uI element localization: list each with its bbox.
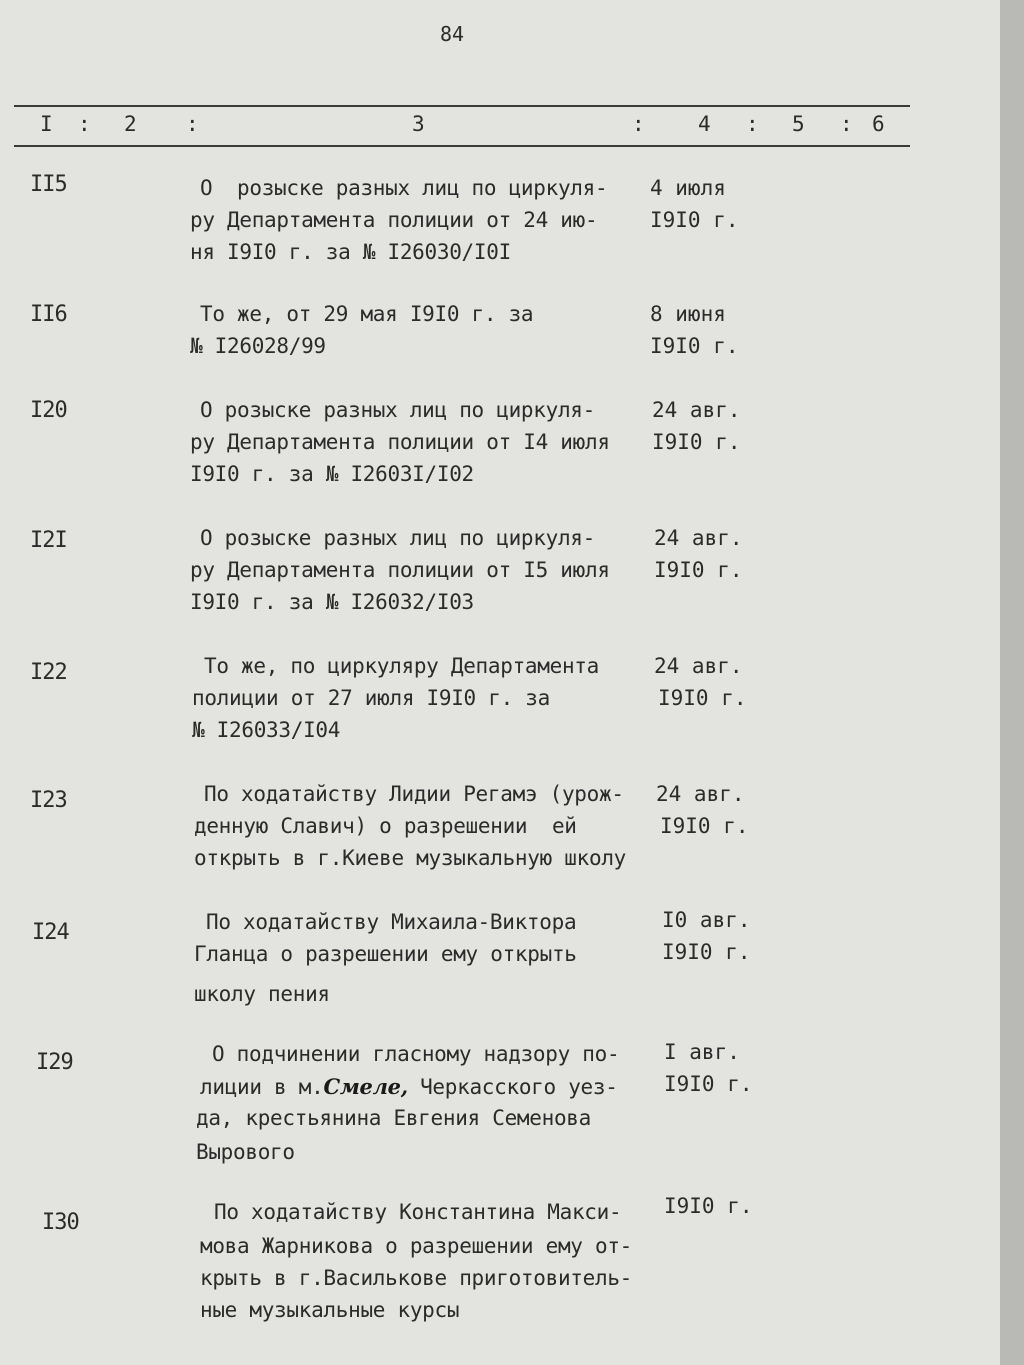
entry-number: II5 <box>30 172 67 197</box>
entry-date: I9I0 г. <box>652 430 741 454</box>
entry-text-line: Вырового <box>196 1140 295 1164</box>
entry-date: I9I0 г. <box>650 334 739 358</box>
entry-number: I2I <box>30 528 67 553</box>
entry-text-line: По ходатайству Лидии Регамэ (урож- <box>204 782 624 806</box>
entry-date: 8 июня <box>650 302 726 326</box>
entry-text-line: крыть в г.Василькове приготовитель- <box>200 1266 633 1290</box>
entry-number: I29 <box>36 1050 73 1075</box>
entry-text-line: I9I0 г. за № I26032/I03 <box>190 590 474 614</box>
column-header-6: 6 <box>872 112 885 136</box>
entry-text-line: Гланца о разрешении ему открыть <box>194 942 577 966</box>
entry-text-line: ру Департамента полиции от I4 июля <box>190 430 610 454</box>
entry-text-line: О розыске разных лиц по циркуля- <box>200 398 595 422</box>
entry-date: I9I0 г. <box>658 686 747 710</box>
entry-text-line: мова Жарникова о разрешении ему от- <box>200 1234 633 1258</box>
entry-date: 24 авг. <box>654 526 743 550</box>
column-header-1: I <box>40 112 53 136</box>
entry-text-fragment: Черкасского уез- <box>407 1075 618 1099</box>
column-header-4: 4 <box>698 112 711 136</box>
entry-text-line: I9I0 г. за № I2603I/I02 <box>190 462 474 486</box>
entry-date: I9I0 г. <box>664 1194 753 1218</box>
entry-text-line: О розыске разных лиц по циркуля- <box>200 526 595 550</box>
entry-number: II6 <box>30 302 67 327</box>
entry-text-line: № I26028/99 <box>190 334 326 358</box>
handwritten-insertion: Смеле, <box>323 1074 408 1099</box>
entry-number: I20 <box>30 398 67 423</box>
entry-text-line: открыть в г.Киеве музыкальную школу <box>194 846 627 870</box>
entry-date: I9I0 г. <box>654 558 743 582</box>
entry-number: I30 <box>42 1210 79 1235</box>
entry-date: I авг. <box>664 1040 740 1064</box>
entry-text-line: По ходатайству Михаила-Виктора <box>206 910 577 934</box>
entry-date: 24 авг. <box>652 398 741 422</box>
entry-text-line: ня I9I0 г. за № I26030/I0I <box>190 240 511 264</box>
column-separator: : <box>78 112 91 136</box>
entry-date: I9I0 г. <box>662 940 751 964</box>
entry-text-line: То же, от 29 мая I9I0 г. за <box>200 302 534 326</box>
entry-text-line: По ходатайству Константина Макси- <box>214 1200 622 1224</box>
entry-date: I9I0 г. <box>660 814 749 838</box>
column-separator: : <box>840 112 853 136</box>
entry-date: I0 авг. <box>662 908 751 932</box>
page-number: 84 <box>440 22 465 46</box>
entry-date: I9I0 г. <box>650 208 739 232</box>
entry-text-line: полиции от 27 июля I9I0 г. за <box>192 686 550 710</box>
entry-number: I23 <box>30 788 67 813</box>
column-separator: : <box>746 112 759 136</box>
entry-text-line: денную Славич) о разрешении ей <box>194 814 577 838</box>
entry-date: 24 авг. <box>656 782 745 806</box>
header-top-rule <box>14 105 910 107</box>
entry-text-line: да, крестьянина Евгения Семенова <box>196 1106 591 1130</box>
entry-text-line: ру Департамента полиции от 24 ию- <box>190 208 598 232</box>
entry-number: I22 <box>30 660 67 685</box>
column-separator: : <box>632 112 645 136</box>
column-header-2: 2 <box>124 112 137 136</box>
entry-text-fragment: лиции в м. <box>200 1075 324 1099</box>
header-bottom-rule <box>14 145 910 147</box>
entry-text-line: О подчинении гласному надзору по- <box>212 1042 620 1066</box>
page-edge <box>1000 0 1024 1365</box>
entry-text-line <box>200 1074 618 1099</box>
entry-text-line: № I26033/I04 <box>192 718 341 742</box>
column-header-5: 5 <box>792 112 805 136</box>
entry-number: I24 <box>32 920 69 945</box>
entry-text-line: То же, по циркуляру Департамента <box>204 654 599 678</box>
column-header-3: 3 <box>412 112 425 136</box>
entry-text-line: школу пения <box>194 982 330 1006</box>
entry-date: 24 авг. <box>654 654 743 678</box>
entry-text-line: О розыске разных лиц по циркуля- <box>200 176 608 200</box>
column-separator: : <box>186 112 199 136</box>
entry-text-line: ные музыкальные курсы <box>200 1298 460 1322</box>
entry-text-line: ру Департамента полиции от I5 июля <box>190 558 610 582</box>
entry-date: 4 июля <box>650 176 726 200</box>
entry-date: I9I0 г. <box>664 1072 753 1096</box>
